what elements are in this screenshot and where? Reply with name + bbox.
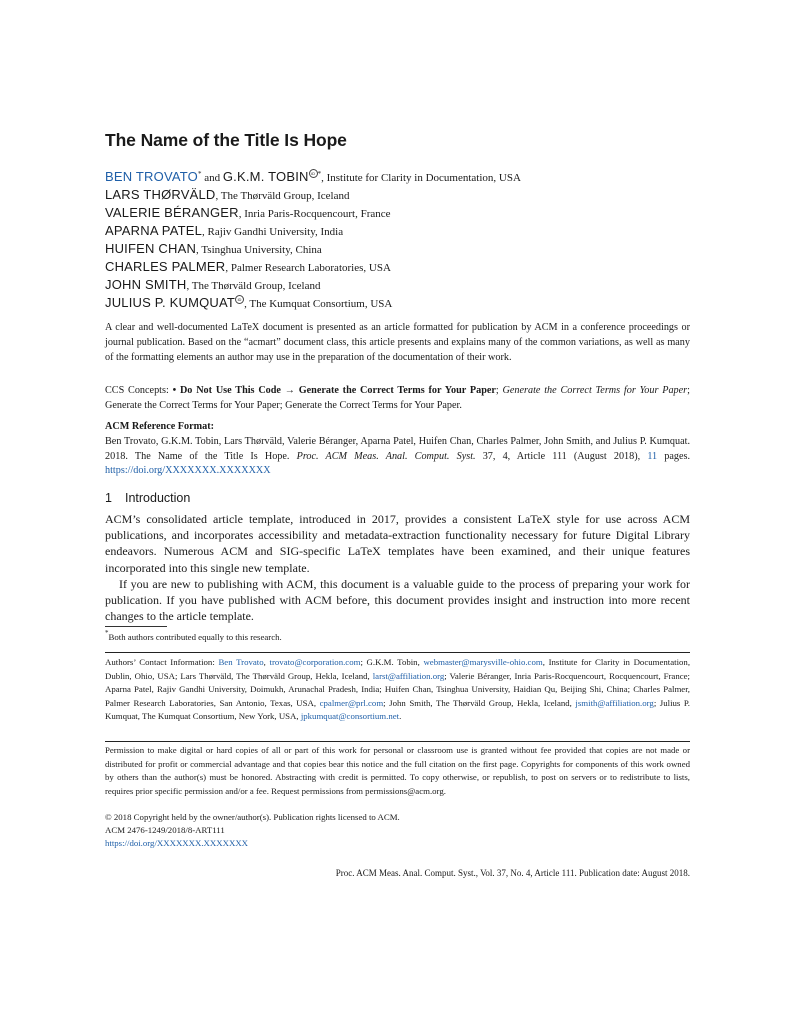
author-name-link[interactable]: BEN TROVATO xyxy=(105,169,198,184)
author-name: JULIUS P. KUMQUAT xyxy=(105,295,236,310)
author-line-2 xyxy=(105,186,690,204)
footnote-text: Both authors contributed equally to this research. xyxy=(108,632,282,642)
ccs-bold-term: • Do Not Use This Code → Generate the Correct Terms for Your Paper xyxy=(172,385,496,396)
email-link[interactable]: cpalmer@prl.com xyxy=(319,697,384,708)
contact-text: ; Julius P. Kumquat, The Kumquat Consortium, New York, USA, xyxy=(105,697,691,722)
footnote-rule xyxy=(105,626,167,627)
email-link[interactable]: webmaster@marysville-ohio.com xyxy=(423,657,543,667)
author-line-3 xyxy=(105,204,690,222)
introduction-body xyxy=(105,511,690,624)
acm-reference-journal: Proc. ACM Meas. Anal. Comput. Syst. xyxy=(296,450,476,462)
divider xyxy=(105,741,690,742)
section-number: 1 xyxy=(105,491,112,505)
author-name: CHARLES PALMER xyxy=(105,259,226,274)
author-affiliation: , The Thørväld Group, Iceland xyxy=(215,190,350,202)
ccs-concepts xyxy=(105,384,690,414)
orcid-icon[interactable]: iD xyxy=(235,295,244,304)
acm-reference-text xyxy=(105,435,690,479)
acm-number: ACM 2476-1249/2018/8-ART111 xyxy=(105,825,225,836)
acm-reference-part: 37, 4, Article 111 (August 2018), xyxy=(475,450,648,462)
permission-notice: Permission to make digital or hard copies of all or part of this work for personal or classroom use is granted without fee provided that copies are not made or distributed for profit or commercial advantage and that copies bear this notice and the full citation on the first page. Copyrights for components of this work owned by others than the author(s) must be honored. Abstracting with credit is permitted. To copy otherwise, or republish, to post on servers or to redistribute to lists, requires prior specific permission and/or a fee. Request permissions from permissions@acm.org. xyxy=(105,745,690,796)
equal-contribution-mark: * xyxy=(197,170,202,178)
author-line-6 xyxy=(105,258,690,276)
ccs-prefix: CCS Concepts: xyxy=(105,385,173,396)
author-line-1 xyxy=(105,168,690,186)
author-name: LARS THØRVÄLD xyxy=(105,187,216,202)
contact-text: ; John Smith, The Thørväld Group, Hekla, Iceland, xyxy=(383,697,576,708)
email-link[interactable]: larst@affiliation.org xyxy=(372,670,445,681)
doi-link[interactable]: https://doi.org/XXXXXXX.XXXXXXX xyxy=(105,838,249,849)
author-list xyxy=(105,168,690,312)
email-link[interactable]: jsmith@affiliation.org xyxy=(575,697,654,708)
author-affiliation: , Palmer Research Laboratories, USA xyxy=(225,262,391,274)
divider xyxy=(105,652,690,653)
author-name: VALERIE BÉRANGER xyxy=(105,205,239,220)
ccs-rest: ; Generate the Correct Terms for Your Paper; Generate the Correct Terms for Your Paper. xyxy=(105,385,690,411)
author-affiliation: , Inria Paris-Rocquencourt, France xyxy=(238,208,391,220)
orcid-icon[interactable]: iD xyxy=(309,169,318,178)
author-connector: and xyxy=(201,172,223,184)
ccs-separator: ; xyxy=(495,385,503,396)
author-name: APARNA PATEL xyxy=(105,223,203,238)
author-affiliation: , The Thørväld Group, Iceland xyxy=(186,280,321,292)
contact-text: Authors’ Contact Information: xyxy=(105,657,219,667)
authors-contact-information xyxy=(105,656,690,724)
author-line-7 xyxy=(105,276,690,294)
paragraph: ACM’s consolidated article template, introduced in 2017, provides a consistent LaTeX style for use across ACM publications, and incorporates accessibility and metadata-extraction functionality necessary for future Digital Library endeavors. Numerous ACM and SIG-specific LaTeX templates have been examined, and their unique features incorporated into this single new template. xyxy=(105,512,690,575)
footnote-mark: * xyxy=(105,629,109,637)
page-footer: Proc. ACM Meas. Anal. Comput. Syst., Vol. 37, No. 4, Article 111. Publication date: August 2018. xyxy=(335,868,690,878)
copyright-line: © 2018 Copyright held by the owner/author(s). Publication rights licensed to ACM. xyxy=(105,812,400,822)
doi-link[interactable]: https://doi.org/XXXXXXX.XXXXXXX xyxy=(105,465,271,477)
acm-reference-part: Ben Trovato, G.K.M. Tobin, Lars Thørväld, Valerie Béranger, Aparna Patel, Huifen Chan, Charles Palmer, John Smith, and Julius P. Kumquat. 2018. The Name of the Title Is Hope. xyxy=(105,435,690,462)
paper-title: The Name of the Title Is Hope xyxy=(105,130,347,150)
author-affiliation: , Tsinghua University, China xyxy=(196,244,322,256)
contact-text: , xyxy=(263,657,270,667)
author-name: JOHN SMITH xyxy=(105,277,187,292)
author-line-4 xyxy=(105,222,690,240)
email-link[interactable]: trovato@corporation.com xyxy=(269,657,361,667)
acm-reference-heading: ACM Reference Format: xyxy=(105,421,214,432)
author-affiliation: , The Kumquat Consortium, USA xyxy=(244,298,393,310)
footnote xyxy=(105,629,282,642)
contact-text: ; Valerie Béranger, Inria Paris-Rocquencourt, Rocquencourt, France; Aparna Patel, Rajiv Gandhi University, Doimukh, Arunachal Pradesh, India; Huifen Chan, Tsinghua University, Haidian Qu, Beijing Shi, China; Charles Palmer, Palmer Research Laboratories, San Antonio, Texas, USA, xyxy=(105,670,690,708)
copyright-block xyxy=(105,811,690,851)
author-affiliation: , Institute for Clarity in Documentation, USA xyxy=(321,172,521,184)
author-name: G.K.M. TOBIN xyxy=(222,169,309,184)
contact-text: , Institute for Clarity in Documentation, Dublin, Ohio, USA; Lars Thørväld, The Thørväld Group, Hekla, Iceland, xyxy=(105,657,691,681)
author-line-5 xyxy=(105,240,690,258)
equal-contribution-mark: * xyxy=(317,170,322,178)
author-line-8 xyxy=(105,294,690,312)
ccs-italic-term: Generate the Correct Terms for Your Paper xyxy=(502,385,688,396)
section-heading xyxy=(105,491,190,505)
abstract: A clear and well-documented LaTeX document is presented as an article formatted for publication by ACM in a conference proceedings or journal publication. Based on the “acmart” document class, this article presents and explains many of the common variations, as well as many of the formatting elements an author may use in the preparation of the documentation of their work. xyxy=(105,322,690,363)
page-count-link[interactable]: 11 xyxy=(647,450,658,462)
author-link[interactable]: Ben Trovato xyxy=(218,657,264,667)
email-link[interactable]: jpkumquat@consortium.net xyxy=(300,711,400,722)
acm-reference-format xyxy=(105,420,690,479)
section-title: Introduction xyxy=(125,491,191,505)
acm-reference-part: pages. xyxy=(657,450,691,462)
paragraph: If you are new to publishing with ACM, this document is a valuable guide to the process of preparing your work for publication. If you have published with ACM before, this document provides insight and instruction into more recent changes to the article template. xyxy=(105,576,690,624)
author-name: HUIFEN CHAN xyxy=(105,241,197,256)
contact-text: ; G.K.M. Tobin, xyxy=(360,657,424,667)
contact-text: . xyxy=(399,711,402,722)
author-affiliation: , Rajiv Gandhi University, India xyxy=(202,226,344,238)
